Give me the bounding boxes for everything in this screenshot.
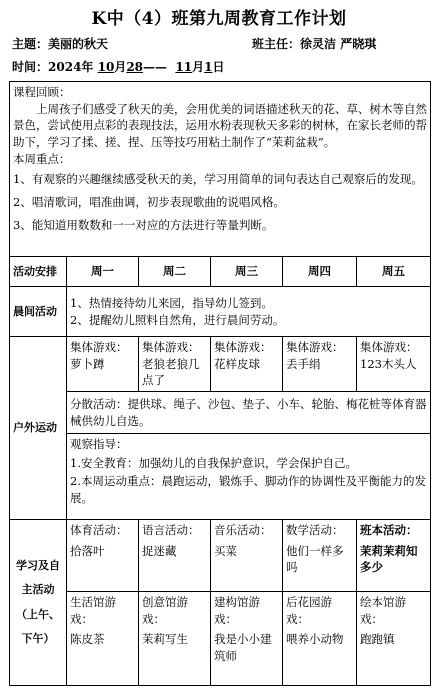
page-title: K中（4）班第九周教育工作计划 [91,9,347,29]
time-start-day: 28 [126,60,144,74]
study-cell-head: 体育活动： [70,523,128,538]
time-year: 2024年 [48,60,94,74]
study-cell [67,520,139,592]
study-cell-head: 音乐活动： [214,523,272,538]
study-cell-head: 创意馆游戏： [142,595,188,626]
guide-item: 1.安全教育：加强幼儿的自我保护意识，学会保护自己。 [70,455,357,470]
study-cell-body: 拾落叶 [70,543,105,558]
study-cell-head: 绘本馆游戏： [360,595,406,626]
goal-heading: 本周重点： [13,151,71,166]
study-cell [283,592,357,686]
study-cell [139,520,211,592]
study-cell [211,520,283,592]
study-cell-head: 数学活动： [286,523,344,538]
group-game: 集体游戏：老狼老狼几点了 [139,337,211,392]
review-text: 上周孩子们感受了秋天的美，会用优美的词语描述秋天的花、草、树木等自然景色，尝试使用点彩的表现技法，运用水粉表现秋天多彩的树林，在家长老师的帮助下，学习了揉、搓、捏、压等技巧用粘土制作了“茉莉盆栽”。 [13,101,427,150]
study-cell-head: 语言活动： [142,523,200,538]
study-cell [283,520,357,592]
study-cell-body: 茉莉写生 [142,632,188,647]
study-cell-head: 班本活动： [360,523,418,538]
study-label-line: 下午） [21,631,55,645]
study-label-line: 学习及自 [16,559,60,573]
study-label-line: 主活动 [21,583,55,597]
study-cell-body: 捉迷藏 [142,543,177,558]
plan-table [9,81,431,686]
morning-cell [67,287,431,337]
time-end-day: 1 [204,60,213,74]
guide-cell [67,434,431,520]
group-game: 集体游戏：123木头人 [357,337,431,392]
time-line [12,58,224,75]
study-cell-body: 茉莉茉莉知多少 [360,543,418,575]
group-game: 集体游戏：花样皮球 [211,337,283,392]
day-header: 周五 [357,257,431,287]
group-game: 集体游戏：丢手绢 [283,337,357,392]
morning-item: 2、提醒幼儿照料自然角，进行晨间劳动。 [70,312,285,327]
morning-label: 晨间活动 [10,287,67,337]
group-game: 集体游戏：萝卜蹲 [67,337,139,392]
day-header: 周二 [139,257,211,287]
outdoor-label: 户外运动 [10,337,67,520]
study-cell [211,592,283,686]
teacher-value: 徐灵洁 严晓琪 [300,37,377,51]
day-header: 周一 [67,257,139,287]
theme-label: 主题： [12,37,49,51]
study-cell-body: 喂养小动物 [286,632,344,647]
theme-line [12,35,108,52]
study-cell [67,592,139,686]
teacher-line [252,35,376,52]
time-end-month: 11 [175,60,193,74]
study-cell-body: 他们一样多吗 [286,543,344,575]
time-start-month: 10 [97,60,115,74]
study-label [10,520,67,686]
morning-item: 1、热情接待幼儿来园，指导幼儿签到。 [70,295,273,310]
day-header: 周四 [283,257,357,287]
time-day-char: 日 [212,60,225,74]
study-cell [357,592,431,686]
time-label: 时间： [12,60,49,74]
study-cell-head: 建构馆游戏： [214,595,260,626]
study-cell [357,520,431,592]
study-cell-body: 我是小小建筑师 [214,632,272,664]
study-cell-body: 买菜 [214,543,237,558]
study-label-line: （上午、 [16,607,60,621]
guide-item: 2.本周运动重点：晨跑运动，锻炼手、脚动作的协调性及平衡能力的发展。 [70,474,426,506]
review-heading: 课程回顾： [13,85,71,99]
time-dash: —— [143,60,168,74]
time-month-char-2: 月 [192,60,205,74]
study-cell-head: 生活馆游戏： [70,595,116,626]
study-cell-body: 跑跑镇 [360,632,395,647]
study-cell-head: 后花园游戏： [286,595,332,626]
time-month-char: 月 [114,60,127,74]
theme-value: 美丽的秋天 [48,37,109,51]
study-cell [139,592,211,686]
study-cell-body: 陈皮茶 [70,632,105,647]
goal-item: 3、能知道用数数和一一对应的方法进行等量判断。 [13,217,274,232]
teacher-label: 班主任： [252,37,301,51]
goal-item: 1、有观察的兴趣继续感受秋天的美，学习用简单的词句表达自己观察后的发现。 [13,172,423,187]
goal-item: 2、唱清歌词，唱准曲调，初步表现歌曲的说唱风格。 [13,195,285,210]
day-header: 周三 [211,257,283,287]
scatter-activity: 分散活动：提供球、绳子、沙包、垫子、小车、轮胎、梅花桩等体育器械供幼儿自选。 [67,392,431,434]
guide-heading: 观察指导： [70,437,128,452]
review-cell [10,82,431,257]
header-label: 活动安排 [10,257,67,287]
